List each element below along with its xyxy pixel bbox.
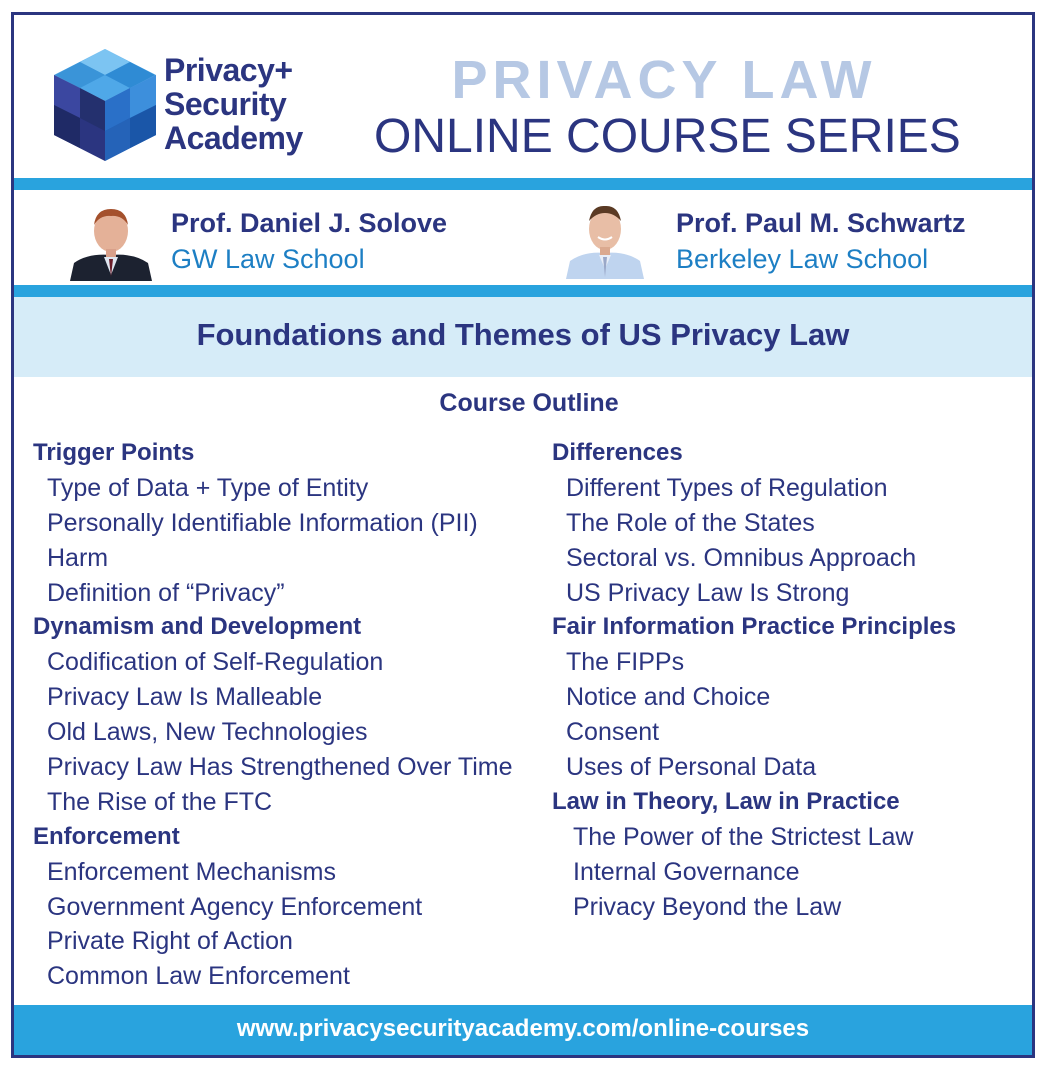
section-heading: Fair Information Practice Principles (552, 613, 957, 641)
professor-name: Prof. Daniel J. Solove (171, 208, 448, 238)
course-flyer (11, 12, 1035, 1058)
outline-item: Consent (566, 718, 660, 747)
section-heading: Enforcement (33, 822, 180, 850)
course-title-band (14, 297, 1032, 377)
section-heading: Law in Theory, Law in Practice (552, 787, 900, 815)
outline-item: The Power of the Strictest Law (573, 822, 914, 851)
outline-item: Privacy Law Is Malleable (47, 683, 323, 712)
outline-item: Private Right of Action (47, 927, 293, 956)
professor-name: Prof. Paul M. Schwartz (676, 208, 966, 238)
logo-text (164, 53, 303, 155)
series-title-top: PRIVACY LAW (451, 50, 877, 110)
professor-school: Berkeley Law School (676, 244, 929, 274)
logo-line: Privacy+ (164, 52, 293, 88)
outline-item: Different Types of Regulation (566, 473, 888, 502)
footer-band (14, 1005, 1032, 1055)
outline-item: Type of Data + Type of Entity (47, 473, 369, 502)
outline-heading: Course Outline (439, 389, 619, 417)
footer-url-link[interactable]: www.privacysecurityacademy.com/online-courses (236, 1015, 810, 1042)
series-title-bottom: ONLINE COURSE SERIES (374, 110, 961, 163)
divider-band (14, 178, 1032, 190)
outline-item: Common Law Enforcement (47, 962, 350, 991)
logo-line: Academy (164, 120, 303, 156)
outline-item: Old Laws, New Technologies (47, 718, 368, 747)
divider-band (14, 285, 1032, 297)
logo-line: Security (164, 86, 287, 122)
section-heading: Trigger Points (33, 439, 195, 466)
outline-item: Personally Identifiable Information (PII) (47, 508, 478, 537)
outline-item: Internal Governance (573, 857, 800, 886)
outline-item: Sectoral vs. Omnibus Approach (566, 543, 917, 572)
outline-item: US Privacy Law Is Strong (566, 578, 850, 607)
outline-item: Notice and Choice (566, 683, 771, 712)
section-heading: Differences (552, 439, 683, 466)
outline-item: Harm (47, 543, 109, 572)
outline-item: Government Agency Enforcement (47, 892, 423, 921)
outline-item: Privacy Beyond the Law (573, 892, 842, 921)
professor-photo-solove (68, 201, 154, 281)
logo-cube-icon (52, 47, 158, 163)
outline-column-right (552, 436, 956, 924)
section-heading: Dynamism and Development (33, 613, 362, 641)
outline-item: The Rise of the FTC (47, 787, 273, 816)
outline-item: Definition of “Privacy” (47, 578, 285, 607)
outline-item: Privacy Law Has Strengthened Over Time (47, 753, 513, 782)
professor-photo-schwartz (562, 199, 648, 279)
outline-item: The Role of the States (566, 508, 815, 537)
outline-item: Enforcement Mechanisms (47, 857, 337, 886)
course-title: Foundations and Themes of US Privacy Law (196, 317, 850, 352)
outline-item: Codification of Self-Regulation (47, 648, 384, 677)
professor-school: GW Law School (171, 244, 365, 274)
outline-column-left (33, 436, 512, 994)
outline-item: Uses of Personal Data (566, 753, 817, 782)
outline-item: The FIPPs (566, 648, 685, 677)
